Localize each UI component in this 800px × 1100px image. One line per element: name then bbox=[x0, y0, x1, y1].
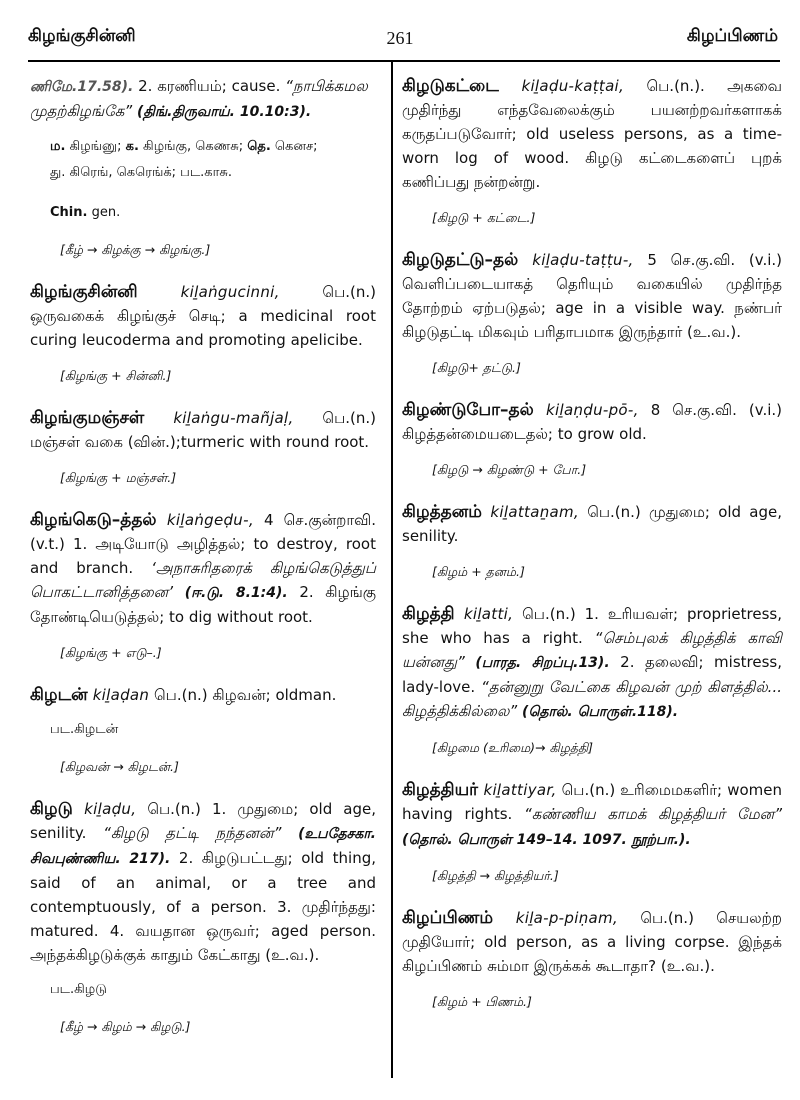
etymology: [கிழவன் → கிழடன்.] bbox=[60, 759, 179, 774]
guide-word-right: கிழப்பிணம் bbox=[686, 26, 778, 46]
definition: பெ.(n.) 1. முதுமை; old age, senility. bbox=[30, 800, 376, 842]
transliteration: kiḻatti, bbox=[454, 605, 514, 623]
etymology: [கிழமை (உரிமை)→ கிழத்தி] bbox=[432, 740, 594, 755]
definition: பெ.(n.) உரிமைமகளிர்; women having rights. bbox=[402, 781, 782, 823]
headword: கிழடுதட்டு–தல் bbox=[402, 250, 519, 270]
quotation: “கண்ணிய காமக் கிழத்தியர் மேன” bbox=[524, 805, 782, 823]
cognates-block bbox=[30, 134, 376, 226]
quotation: “கிழடு தட்டி நந்தனன்” bbox=[103, 824, 282, 842]
dictionary-entry bbox=[402, 398, 782, 446]
headword: கிழடு bbox=[30, 799, 73, 819]
etymology: [கீழ் → கிழக்கு → கிழங்கு.] bbox=[60, 242, 211, 257]
definition: 2. தலைவி; mistress, lady-love. bbox=[402, 653, 782, 696]
definition: 5 செ.கு.வி. (v.i.) வெளிப்படையாகத் தெரியும் வகையில் முதிர்ந்த தோற்றம் ஏற்படுதல்; age in a visible way. நண்பர் கிழடுதட்டி மிகவும் பரிதாபமாக இருந்தார் (உ.வ.). bbox=[402, 251, 783, 341]
headword: கிழங்குசின்னி bbox=[30, 282, 138, 302]
etymology: [கிழம் + தனம்.] bbox=[432, 564, 525, 579]
citation: (பாரத. சிறப்பு.13). bbox=[464, 655, 610, 671]
page-number: 261 bbox=[386, 28, 414, 48]
citation: (உபதேசகா. சிவபுண்ணிய. 217). bbox=[30, 826, 376, 867]
header-rule bbox=[28, 60, 780, 62]
definition: பெ.(n.) செயலற்ற முதியோர்; old person, as a living corpse. இந்தக் கிழப்பிணம் சும்மா இருக்கக் கூடாதா? (உ.வ.). bbox=[402, 909, 782, 975]
headword: கிழப்பிணம் bbox=[402, 908, 494, 928]
guide-word-left: கிழங்குசின்னி bbox=[28, 26, 136, 46]
quotation: “செம்புலக் கிழத்திக் காவி யன்னது” bbox=[402, 629, 782, 671]
headword: கிழங்கெடு–த்தல் bbox=[30, 510, 157, 530]
cognates-line: து. கிரெங், கெரெங்க்; பட.காசு. bbox=[50, 165, 233, 180]
transliteration: kiḻa-p-piṇam, bbox=[493, 909, 618, 927]
definition: பெ.(n.) ஒருவகைக் கிழங்குச் செடி; a medicinal root curing leucoderma and promoting apelicibe. bbox=[30, 283, 376, 349]
etymology: [கிழடு → கிழண்டு + போ.] bbox=[432, 462, 587, 477]
transliteration: kiḻaṅgu-mañjaḷ, bbox=[144, 409, 294, 427]
cognate-word: கெனச; bbox=[270, 139, 318, 154]
definition: பெ.(n.) கிழவன்; oldman. bbox=[149, 686, 337, 704]
lang-abbr: Chin. bbox=[50, 205, 88, 220]
lang-abbr: ம. bbox=[50, 139, 66, 154]
etymology: [கிழங்கு + மஞ்சள்.] bbox=[60, 470, 177, 485]
citation: (திங்.திருவாய். 10.10:3). bbox=[132, 104, 312, 120]
cognates-line bbox=[50, 134, 376, 160]
transliteration: kiḻaḍu-kaṭṭai, bbox=[498, 77, 625, 95]
etymology: [கிழங்கு + எடு–.] bbox=[60, 645, 162, 660]
dictionary-entry bbox=[402, 74, 782, 194]
cognate-word: கிழங்னு; bbox=[65, 139, 126, 154]
headword: கிழங்குமஞ்சள் bbox=[30, 408, 145, 428]
transliteration: kiḻaṅgucinni, bbox=[137, 283, 280, 301]
etymology: [கிழத்தி → கிழத்தியர்.] bbox=[432, 868, 559, 883]
quotation: ‘அநாசுரிதரைக் கிழங்கெடுத்துப் பொகட்டானித்தனை’ bbox=[30, 559, 377, 601]
lang-abbr: தெ. bbox=[247, 139, 271, 154]
dictionary-entry bbox=[30, 508, 376, 629]
dictionary-entry bbox=[402, 906, 782, 978]
transliteration: kiḻaṇḍu-pō-, bbox=[533, 401, 639, 419]
etymology: [கிழடு+ தட்டு.] bbox=[432, 360, 521, 375]
left-column bbox=[30, 74, 376, 1057]
dictionary-entry bbox=[402, 500, 782, 548]
definition: 4 செ.குன்றாவி. (v.t.) 1. அடியோடு அழித்தல்; to destroy, root and branch. bbox=[30, 511, 376, 577]
column-divider bbox=[391, 62, 393, 1078]
headword: கிழத்தனம் bbox=[402, 502, 482, 522]
definition: 2. கிழங்கு தோண்டியெடுத்தல்; to dig without root. bbox=[30, 583, 376, 626]
definition: பெ.(n.). அகவை முதிர்ந்து எந்தவேலைக்கும் பயனற்றவர்களாகக் கருதப்படுவோர்; old useless persons, as a time-worn log of wood. கிழடு கட்டைகளைப் புறக் கணிப்பது நன்றன்று. bbox=[402, 77, 782, 191]
continued-entry bbox=[30, 74, 376, 124]
definition: பெ.(n.) 1. உரியவள்; proprietress, she who has a right. bbox=[402, 605, 782, 647]
right-column bbox=[402, 74, 782, 1032]
transliteration: kiḻaṅgeḍu-, bbox=[156, 511, 254, 529]
cognate-word: கிழங்கு, கெணசு; bbox=[138, 139, 248, 154]
etymology: [கீழ் → கிழம் → கிழடு.] bbox=[60, 1019, 191, 1034]
dictionary-entry bbox=[402, 248, 782, 344]
headword: கிழடன் bbox=[30, 685, 88, 705]
definition: 8 செ.கு.வி. (v.i.) கிழத்தன்மையடைதல்; to grow old. bbox=[402, 401, 782, 443]
definition: பெ.(n.) மஞ்சள் வகை (வின்.);turmeric with round root. bbox=[30, 409, 376, 451]
dictionary-entry bbox=[30, 280, 376, 352]
page-header bbox=[0, 0, 800, 60]
transliteration: kiḻaḍan bbox=[87, 686, 150, 704]
citation: (ஈ.டு. 8.1:4). bbox=[172, 585, 288, 601]
sense-text: 2. கரணியம்; cause. bbox=[133, 77, 286, 95]
transliteration: kiḻaḍu-taṭṭu-, bbox=[518, 251, 634, 269]
dictionary-entry bbox=[30, 797, 376, 967]
definition: 2. கிழடுபட்டது; old thing, said of an animal, or a tree and contemptuously, of a person. 3. முதிர்ந்தது: matured. 4. வயதான ஒருவர்; aged person. அந்தக்கிழடுக்குக் காதும் கேட்காது (உ.வ.). bbox=[30, 849, 376, 964]
etymology: [கிழங்கு + சின்னி.] bbox=[60, 368, 172, 383]
transliteration: kiḻattaṉam, bbox=[481, 503, 579, 521]
definition: பெ.(n.) முதுமை; old age, senility. bbox=[402, 503, 782, 545]
etymology: [கிழம் + பிணம்.] bbox=[432, 994, 532, 1009]
dictionary-entry bbox=[30, 406, 376, 454]
citation: ணிமே.17.58). bbox=[30, 79, 134, 95]
dictionary-entry bbox=[402, 778, 782, 852]
cognates-line: பட.கிழடன் bbox=[50, 722, 119, 737]
lang-abbr: க. bbox=[125, 139, 139, 154]
dictionary-entry bbox=[30, 683, 376, 707]
cognates-line: பட.கிழடு bbox=[50, 982, 107, 997]
transliteration: kiḻaḍu, bbox=[72, 800, 137, 818]
headword: கிழடுகட்டை bbox=[402, 76, 499, 96]
headword: கிழத்தி bbox=[402, 604, 455, 624]
etymology: [கிழடு + கட்டை.] bbox=[432, 210, 536, 225]
citation: (தொல். பொருள்.118). bbox=[517, 704, 679, 720]
cognate-word: gen. bbox=[87, 205, 121, 220]
headword: கிழண்டுபோ–தல் bbox=[402, 400, 534, 420]
quotation: “தன்னுறு வேட்கை கிழவன் முற் கிளத்தில்... கிழத்திக்கில்லை” bbox=[402, 678, 782, 720]
cognates-line bbox=[50, 200, 376, 226]
quotation: “நாபிக்கமல முதற்கிழங்கே” bbox=[30, 77, 368, 120]
transliteration: kiḻattiyar, bbox=[478, 781, 557, 799]
headword: கிழத்தியர் bbox=[402, 780, 479, 800]
citation: (தொல். பொருள் 149–14. 1097. நூற்பா.). bbox=[402, 832, 691, 848]
dictionary-entry bbox=[402, 602, 782, 724]
